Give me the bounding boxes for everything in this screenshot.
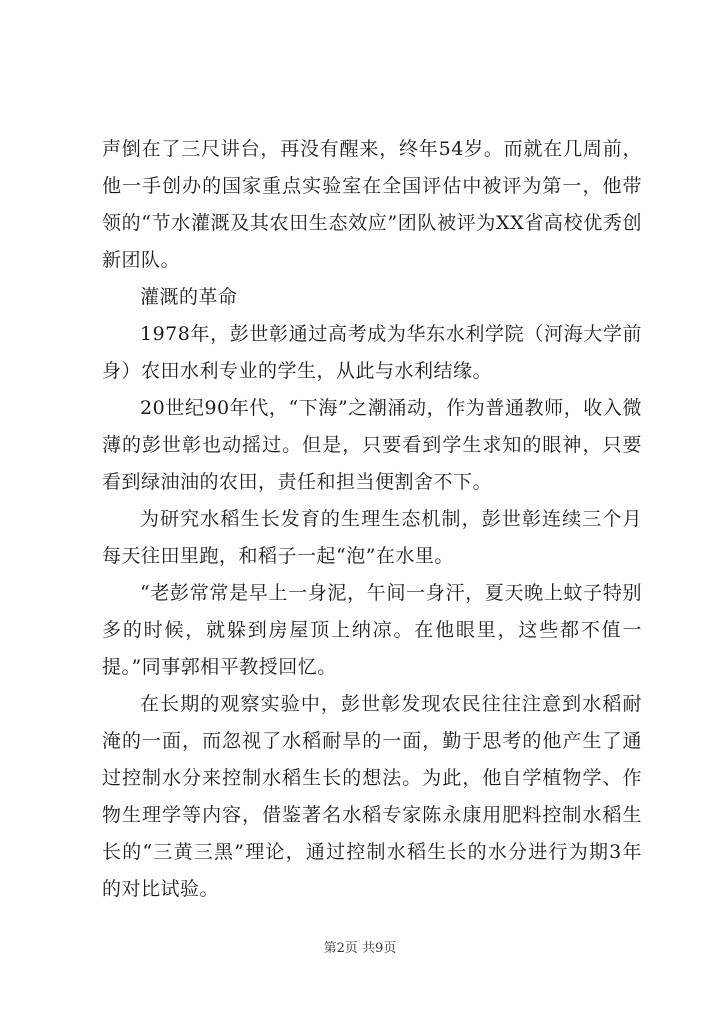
paragraph: 20世纪90年代，“下海”之潮涌动，作为普通教师，收入微薄的彭世彰也动摇过。但是，只要看到学生求知的眼神，只要看到绿油油的农田，责任和担当便割舍不下。 <box>102 397 642 493</box>
paragraph-continuation: 声倒在了三尺讲台，再没有醒来，终年54岁。而就在几周前，他一手创办的国家重点实验室在全国评估中被评为第一，他带领的“节水灌溉及其农田生态效应”团队被评为XX省高校优秀创新团队。 <box>102 138 642 271</box>
paragraph: 为研究水稻生长发育的生理生态机制，彭世彰连续三个月每天往田里跑，和稻子一起“泡”在水里。 <box>102 508 642 567</box>
document-body <box>102 131 642 908</box>
page-number-footer: 第2页 共9页 <box>323 941 397 956</box>
paragraph: 在长期的观察实验中，彭世彰发现农民往往注意到水稻耐淹的一面，而忽视了水稻耐旱的一面，勤于思考的他产生了通过控制水分来控制水稻生长的想法。为此，他自学植物学、作物生理学等内容，借鉴著名水稻专家陈永康用肥料控制水稻生长的“三黄三黑”理论，通过控制水稻生长的水分进行为期3年的对比试验。 <box>102 693 642 900</box>
section-heading: 灌溉的革命 <box>140 286 238 308</box>
paragraph: 1978年，彭世彰通过高考成为华东水利学院（河海大学前身）农田水利专业的学生，从此与水利结缘。 <box>102 323 642 382</box>
paragraph-quote: “老彭常常是早上一身泥，午间一身汗，夏天晚上蚊子特别多的时候，就躲到房屋顶上纳凉。在他眼里，这些都不值一提。”同事郭相平教授回忆。 <box>102 582 642 678</box>
